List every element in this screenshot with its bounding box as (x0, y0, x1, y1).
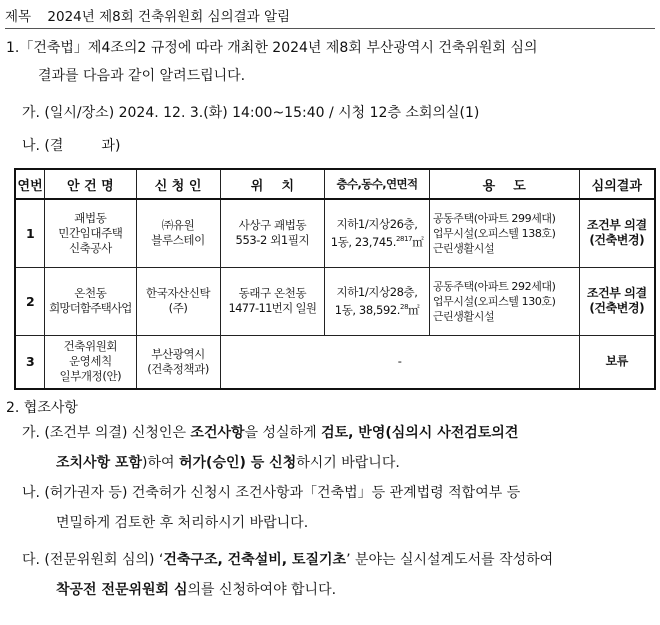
bold-span: 검토, 반영(심의시 사전검토의견 (321, 425, 519, 441)
agenda-name-line: 온천동 (74, 286, 107, 300)
decision-line: (건축변경) (589, 301, 645, 315)
scale-area (326, 232, 428, 250)
decision-line: 조건부 의결 (586, 286, 647, 300)
result-heading-prefix: 나. (결 (22, 138, 64, 154)
item-na-line1: 나. (허가권자 등) 건축허가 신청시 조건사항과「건축법」등 관계법령 적합여부 등 (22, 485, 521, 501)
section2-heading: 2. 협조사항 (6, 400, 78, 416)
item-da-line2 (22, 575, 652, 605)
text-span: 의를 신청하여야 합니다. (187, 582, 337, 598)
scale-area-main: 1동, 38,592. (334, 302, 401, 317)
applicant-line: ㈜유원 (161, 218, 195, 233)
applicant-line: (주) (168, 301, 188, 315)
title-label: 제목 (5, 9, 32, 25)
row-applicant (136, 335, 220, 389)
header-cell-name: 안 건 명 (45, 169, 136, 199)
agenda-name-line: 일부개정(안) (59, 369, 122, 384)
header-cell-location: 위 치 (220, 169, 325, 199)
applicant-line: 블루스테이 (151, 233, 205, 248)
text-span: )하여 (142, 455, 179, 471)
location-line: 553-2 외1필지 (235, 233, 310, 248)
review-result-table (14, 168, 656, 390)
bold-span: 건축구조, 건축설비, 토질기초 (163, 552, 347, 568)
agenda-name-line: 희망더함주택사업 (49, 301, 132, 315)
row-num: 2 (15, 267, 45, 335)
row-applicant (136, 199, 220, 267)
table-row (15, 199, 655, 267)
scale-area (326, 300, 428, 318)
agenda-name-line: 신축공사 (68, 240, 112, 255)
section1-intro-line2: 결과를 다음과 같이 알려드립니다. (38, 68, 246, 84)
cooperation-item-da (22, 545, 652, 605)
document-title (5, 6, 655, 29)
location-line: 사상구 괘법동 (238, 218, 307, 233)
row-num: 1 (15, 199, 45, 267)
row-use (429, 199, 579, 267)
section1-intro-line1: 1.「건축법」제4조의2 규정에 따라 개최한 2024년 제8회 부산광역시 건축위원회 심의 (6, 40, 538, 56)
title-text: 2024년 제8회 건축위원회 심의결과 알림 (47, 9, 291, 25)
scale-area-decimal: 28 (400, 302, 409, 311)
applicant-line: (건축정책과) (147, 361, 209, 376)
decision-line: 보류 (605, 354, 628, 369)
item-na-line2: 면밀하게 검토한 후 처리하시기 바랍니다. (56, 515, 309, 531)
item-ga-line2 (22, 448, 652, 478)
applicant-line: 부산광역시 (151, 346, 205, 361)
row-decision (579, 199, 655, 267)
row-num: 3 (15, 335, 45, 389)
text-span: 하시기 바랍니다. (296, 455, 400, 471)
text-span: 가. (조건부 의결) 신청인은 (22, 425, 191, 441)
table-row (15, 335, 655, 389)
row-location (220, 267, 325, 335)
row-decision (579, 335, 655, 389)
row-applicant (136, 267, 220, 335)
meeting-datetime-place: 가. (일시/장소) 2024. 12. 3.(화) 14:00~15:40 / 시청 12층 소회의실(1) (22, 105, 480, 121)
row-merged-dash: - (220, 335, 579, 389)
header-cell-scale: 층수,동수,연면적 (325, 169, 430, 199)
agenda-name-line: 건축위원회 (63, 339, 118, 354)
location-line: 동래구 온천동 (238, 286, 307, 300)
decision-line: 조건부 의결 (586, 218, 647, 233)
agenda-name-line: 괘법동 (74, 210, 107, 225)
bold-span: 착공전 전문위원회 심 (56, 582, 188, 598)
bold-span: 조건사항 (190, 425, 245, 441)
scale-area-main: 1동, 23,745. (330, 234, 396, 249)
row-agenda-name (45, 335, 136, 389)
bold-span: 허가(승인) 등 신청 (179, 455, 297, 471)
bold-span: 조치사항 포함 (56, 455, 143, 471)
table-row (15, 267, 655, 335)
row-use (429, 267, 579, 335)
row-scale (325, 199, 430, 267)
text-span: 을 성실하게 (244, 425, 322, 441)
header-cell-decision: 심의결과 (579, 169, 655, 199)
use-line: 업무시설(오피스텔 138호) (432, 226, 556, 240)
use-line: 공동주택(아파트 299세대) (432, 211, 556, 225)
scale-floors: 지하1/지상28층, (336, 284, 418, 299)
scale-area-unit: ㎡ (408, 302, 420, 317)
text-span: 다. (전문위원회 심의) ‘ (22, 552, 164, 568)
agenda-name-line: 민간임대주택 (58, 225, 123, 240)
header-cell-use: 용 도 (429, 169, 579, 199)
cooperation-item-na (22, 478, 652, 538)
agenda-name-line: 운영세칙 (68, 354, 112, 369)
cooperation-item-ga (22, 418, 652, 478)
item-da-line1 (22, 545, 652, 575)
result-heading (22, 136, 120, 156)
header-cell-applicant: 신 청 인 (136, 169, 220, 199)
use-line: 공동주택(아파트 292세대) (432, 279, 556, 293)
row-decision (579, 267, 655, 335)
table-header-row (15, 169, 655, 199)
use-line: 업무시설(오피스텔 130호) (432, 294, 556, 308)
use-line: 근린생활시설 (432, 309, 495, 323)
location-line: 1477-11번지 일원 (228, 301, 317, 315)
header-cell-num: 연번 (15, 169, 45, 199)
row-agenda-name (45, 199, 136, 267)
decision-line: (건축변경) (589, 233, 645, 248)
row-location (220, 199, 325, 267)
applicant-line: 한국자산신탁 (145, 286, 211, 300)
row-agenda-name (45, 267, 136, 335)
result-heading-suffix: 과) (101, 138, 121, 154)
item-ga-line1 (22, 418, 652, 448)
scale-area-decimal: 2817 (395, 234, 413, 243)
scale-floors: 지하1/지상26층, (336, 216, 418, 231)
text-span: ’ 분야는 실시설계도서를 작성하여 (346, 552, 554, 568)
scale-area-unit: ㎡ (412, 234, 424, 249)
row-scale (325, 267, 430, 335)
use-line: 근린생활시설 (432, 241, 495, 255)
